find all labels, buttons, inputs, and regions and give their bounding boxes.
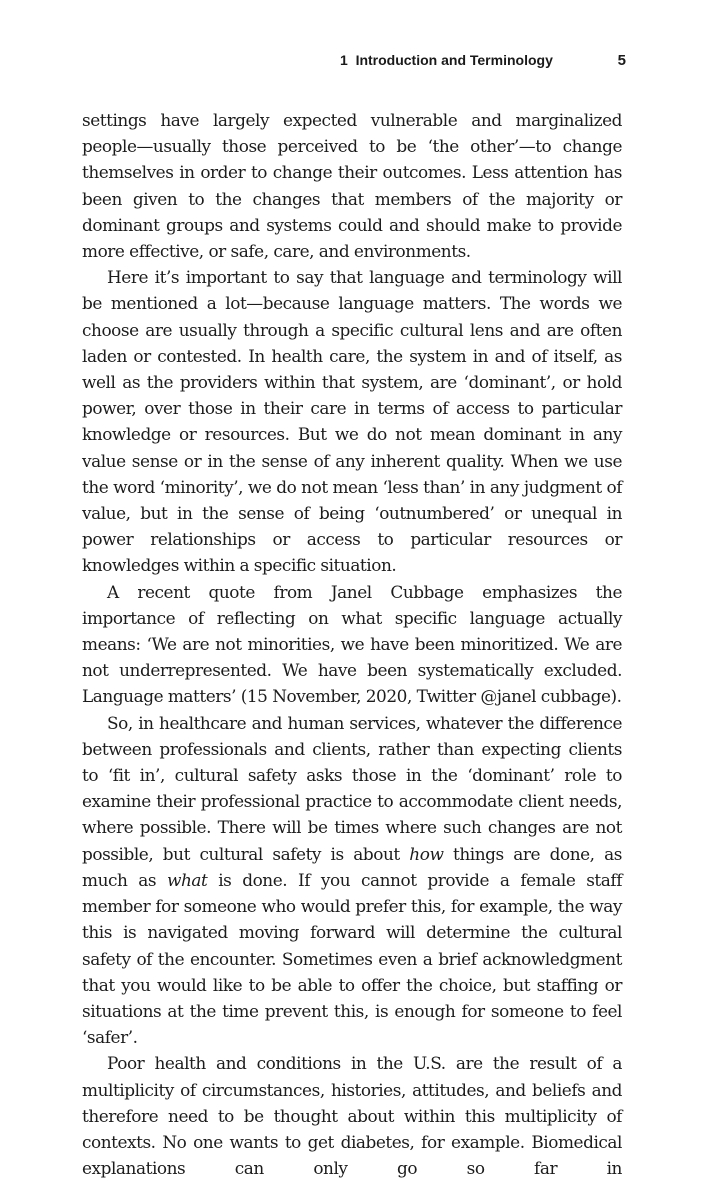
running-head bbox=[330, 52, 626, 74]
paragraph-4-part-3: is done. If you cannot provide a female staff member for someone who would prefer this, for example, the way this is navigated moving forward will determine the cultural safety of the encounter. Sometimes even a brief acknowledgment that you would like to be able to offer the choice, but staffing or situations at the time prevent this, is enough for someone to feel ‘safer’. bbox=[82, 869, 622, 1048]
chapter-title: 1 Introduction and Terminology bbox=[340, 52, 553, 68]
page-number: 5 bbox=[617, 52, 626, 69]
paragraph-2: Here it’s important to say that language and terminology will be mentioned a lot—because language matters. The words we choose are usually through a specific cultural lens and are often laden or contested. In health care, the system in and of itself, as well as the providers within that system, are ‘dominant’, or hold power, over those in their care in terms of access to particular knowledge or resources. But we do not mean dominant in any value sense or in the sense of any inherent quality. When we use the word ‘minority’, we do not mean ‘less than’ in any judgment of value, but in the sense of being ‘outnumbered’ or unequal in power relationships or access to particular resources or knowledges within a specific situation. bbox=[82, 267, 622, 576]
paragraph-4 bbox=[82, 710, 622, 1051]
paragraph-3: A recent quote from Janel Cubbage emphasizes the importance of reflecting on what specific language actually means: ‘We are not minorities, we have been minoritized. We are not underrepresented. We have been systematically excluded. Language matters’ (15 November, 2020, Twitter @janel cubbage). bbox=[82, 581, 622, 707]
body-text bbox=[82, 107, 622, 1181]
emphasis-what: what bbox=[166, 869, 208, 890]
paragraph-4-part-1: So, in healthcare and human services, whatever the difference between professionals and clients, rather than expecting clients to ‘fit in’, cultural safety asks those in the ‘dominant’ role to examine their professional practice to accommodate client needs, where possible. There will be times where such changes are not possible, but cultural safety is about bbox=[82, 712, 622, 864]
paragraph-4-part-2: things are done, as much as bbox=[82, 843, 622, 890]
emphasis-how: how bbox=[409, 843, 444, 864]
paragraph-1: settings have largely expected vulnerable and marginalized people—usually those perceived to be ‘the other’—to change themselves in order to change their outcomes. Less attention has been given to the changes that members of the majority or dominant groups and systems could and should make to provide more effective, or safe, care, and environments. bbox=[82, 110, 622, 262]
paragraph-5: Poor health and conditions in the U.S. are the result of a multiplicity of circumstances, histories, attitudes, and beliefs and therefore need to be thought about within this multiplicity of contexts. No one wants to get diabetes, for example. Biomedical explanations can only go so far in bbox=[82, 1053, 622, 1179]
